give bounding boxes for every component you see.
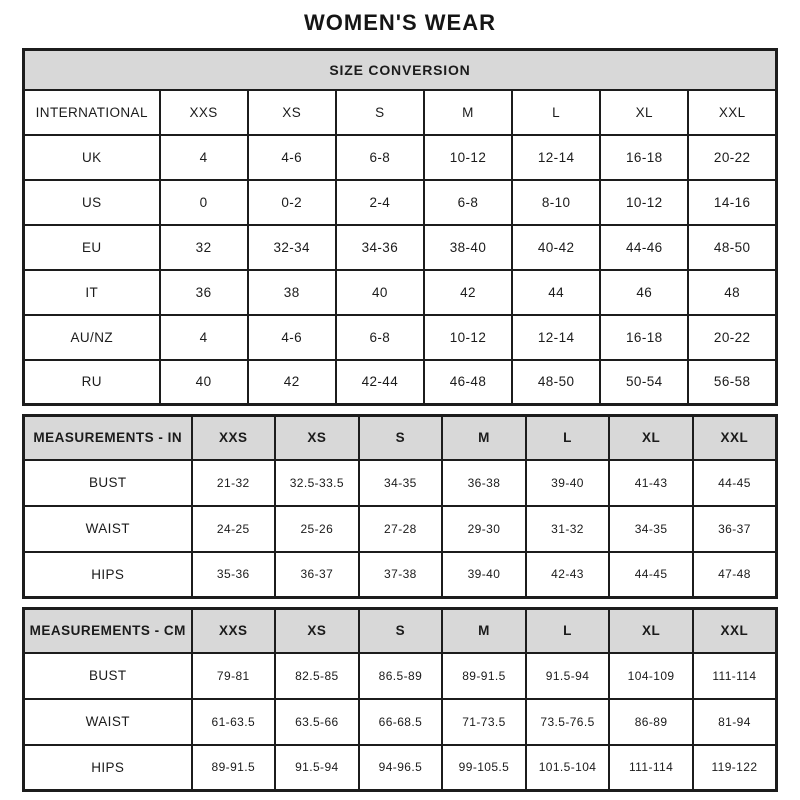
size-value: 99-105.5	[442, 745, 526, 791]
size-header: XXL	[693, 416, 777, 460]
size-value: 20-22	[688, 135, 776, 180]
size-value: 37-38	[359, 552, 443, 598]
size-value: 44-45	[693, 460, 777, 506]
size-value: 0-2	[248, 180, 336, 225]
size-value: 36-38	[442, 460, 526, 506]
size-value: 16-18	[600, 315, 688, 360]
size-value: 16-18	[600, 135, 688, 180]
size-header: S	[336, 90, 424, 135]
size-value: 40-42	[512, 225, 600, 270]
size-value: 44	[512, 270, 600, 315]
table-header-row	[24, 609, 777, 653]
size-value: 40	[336, 270, 424, 315]
size-value: 10-12	[424, 135, 512, 180]
size-value: 94-96.5	[359, 745, 443, 791]
size-header: XXS	[192, 609, 276, 653]
size-value: 42	[424, 270, 512, 315]
row-label: AU/NZ	[24, 315, 160, 360]
size-header: L	[512, 90, 600, 135]
size-value: 86.5-89	[359, 653, 443, 699]
size-header: XXS	[192, 416, 276, 460]
table-row	[24, 460, 777, 506]
page-title: WOMEN'S WEAR	[304, 10, 496, 35]
size-value: 81-94	[693, 699, 777, 745]
size-value: 4-6	[248, 315, 336, 360]
size-value: 66-68.5	[359, 699, 443, 745]
size-value: 42	[248, 360, 336, 405]
row-label: HIPS	[24, 745, 192, 791]
size-value: 32	[160, 225, 248, 270]
size-header: XXS	[160, 90, 248, 135]
size-value: 47-48	[693, 552, 777, 598]
row-label: WAIST	[24, 506, 192, 552]
size-value: 91.5-94	[526, 653, 610, 699]
size-value: 39-40	[526, 460, 610, 506]
size-value: 44-46	[600, 225, 688, 270]
table-row	[24, 315, 777, 360]
table-row	[24, 506, 777, 552]
table-row	[24, 270, 777, 315]
size-value: 36	[160, 270, 248, 315]
size-header: M	[424, 90, 512, 135]
size-value: 41-43	[609, 460, 693, 506]
table-header-row	[24, 90, 777, 135]
size-value: 32.5-33.5	[275, 460, 359, 506]
size-value: 82.5-85	[275, 653, 359, 699]
row-label: WAIST	[24, 699, 192, 745]
size-value: 32-34	[248, 225, 336, 270]
size-value: 73.5-76.5	[526, 699, 610, 745]
measurements-cm-table	[22, 607, 778, 792]
size-header: S	[359, 416, 443, 460]
row-label: IT	[24, 270, 160, 315]
size-value: 6-8	[336, 135, 424, 180]
size-header: S	[359, 609, 443, 653]
size-value: 111-114	[693, 653, 777, 699]
size-value: 50-54	[600, 360, 688, 405]
size-value: 79-81	[192, 653, 276, 699]
size-header: L	[526, 609, 610, 653]
size-value: 14-16	[688, 180, 776, 225]
size-value: 63.5-66	[275, 699, 359, 745]
size-value: 0	[160, 180, 248, 225]
size-value: 86-89	[609, 699, 693, 745]
size-header: XS	[248, 90, 336, 135]
size-value: 4	[160, 135, 248, 180]
size-value: 36-37	[693, 506, 777, 552]
size-value: 21-32	[192, 460, 276, 506]
row-label: RU	[24, 360, 160, 405]
header-label: INTERNATIONAL	[24, 90, 160, 135]
size-value: 25-26	[275, 506, 359, 552]
table-banner-row	[24, 50, 777, 90]
size-header: XXL	[688, 90, 776, 135]
size-header: XS	[275, 416, 359, 460]
table-row	[24, 180, 777, 225]
size-value: 12-14	[512, 135, 600, 180]
table-row	[24, 653, 777, 699]
size-value: 40	[160, 360, 248, 405]
table-banner: SIZE CONVERSION	[24, 50, 777, 90]
measurements-in-table	[22, 414, 778, 599]
size-header: M	[442, 416, 526, 460]
size-value: 35-36	[192, 552, 276, 598]
size-header: XS	[275, 609, 359, 653]
size-value: 27-28	[359, 506, 443, 552]
size-value: 101.5-104	[526, 745, 610, 791]
size-value: 24-25	[192, 506, 276, 552]
size-value: 12-14	[512, 315, 600, 360]
size-value: 31-32	[526, 506, 610, 552]
table-row	[24, 699, 777, 745]
header-label: MEASUREMENTS - CM	[24, 609, 192, 653]
size-value: 38-40	[424, 225, 512, 270]
size-header: XXL	[693, 609, 777, 653]
size-value: 20-22	[688, 315, 776, 360]
table-row	[24, 225, 777, 270]
size-value: 42-43	[526, 552, 610, 598]
size-value: 61-63.5	[192, 699, 276, 745]
size-header: L	[526, 416, 610, 460]
size-value: 48-50	[688, 225, 776, 270]
size-value: 6-8	[336, 315, 424, 360]
size-header: XL	[600, 90, 688, 135]
row-label: HIPS	[24, 552, 192, 598]
row-label: EU	[24, 225, 160, 270]
size-value: 36-37	[275, 552, 359, 598]
size-header: XL	[609, 609, 693, 653]
size-value: 71-73.5	[442, 699, 526, 745]
size-value: 34-35	[359, 460, 443, 506]
size-value: 89-91.5	[192, 745, 276, 791]
row-label: BUST	[24, 653, 192, 699]
size-header: M	[442, 609, 526, 653]
size-value: 39-40	[442, 552, 526, 598]
size-value: 46	[600, 270, 688, 315]
size-value: 42-44	[336, 360, 424, 405]
size-value: 48	[688, 270, 776, 315]
size-value: 56-58	[688, 360, 776, 405]
row-label: US	[24, 180, 160, 225]
size-value: 29-30	[442, 506, 526, 552]
size-value: 4	[160, 315, 248, 360]
size-value: 10-12	[424, 315, 512, 360]
size-header: XL	[609, 416, 693, 460]
table-header-row	[24, 416, 777, 460]
size-value: 46-48	[424, 360, 512, 405]
row-label: UK	[24, 135, 160, 180]
size-value: 119-122	[693, 745, 777, 791]
size-value: 34-36	[336, 225, 424, 270]
size-value: 34-35	[609, 506, 693, 552]
size-value: 89-91.5	[442, 653, 526, 699]
size-value: 4-6	[248, 135, 336, 180]
table-row	[24, 360, 777, 405]
size-value: 6-8	[424, 180, 512, 225]
table-row	[24, 552, 777, 598]
row-label: BUST	[24, 460, 192, 506]
size-value: 44-45	[609, 552, 693, 598]
size-value: 48-50	[512, 360, 600, 405]
size-value: 104-109	[609, 653, 693, 699]
header-label: MEASUREMENTS - IN	[24, 416, 192, 460]
size-value: 8-10	[512, 180, 600, 225]
table-row	[24, 135, 777, 180]
size-value: 91.5-94	[275, 745, 359, 791]
size-value: 10-12	[600, 180, 688, 225]
size-conversion-table	[22, 48, 778, 406]
size-value: 38	[248, 270, 336, 315]
size-value: 2-4	[336, 180, 424, 225]
size-value: 111-114	[609, 745, 693, 791]
table-row	[24, 745, 777, 791]
